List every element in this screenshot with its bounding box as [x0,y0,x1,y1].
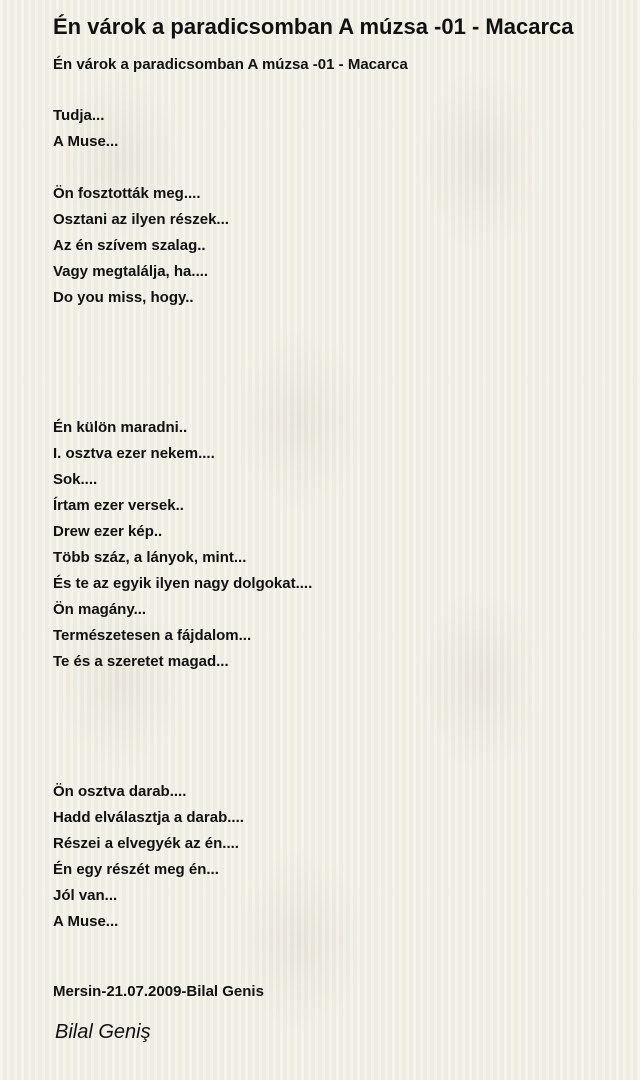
poem-line: Hadd elválasztja a darab.... [53,809,244,826]
poem-line: Sok.... [53,471,98,488]
poem-stanza-2 [53,181,623,311]
poem-stanza-4 [53,779,623,935]
poem-line: I. osztva ezer nekem.... [53,445,215,462]
poem-line: Jól van... [53,887,118,904]
poem-line: Do you miss, hogy.. [53,289,194,306]
stanza-gap [53,311,623,415]
poem-dateline: Mersin-21.07.2009-Bilal Genis [53,983,264,1000]
poem-line: Az én szívem szalag.. [53,237,206,254]
poem-subtitle: Én várok a paradicsomban A múzsa -01 - Macarca [53,56,408,73]
poem-line: Vagy megtalálja, ha.... [53,263,209,280]
stanza-gap [53,155,623,181]
poem-stanza-1 [53,103,623,155]
poem-line: Én egy részét meg én... [53,861,219,878]
poem-line: Részei a elvegyék az én.... [53,835,239,852]
poem-line: Ön fosztották meg.... [53,185,201,202]
poem-body [53,103,623,935]
poem-line: Te és a szeretet magad... [53,653,229,670]
poem-line: Több száz, a lányok, mint... [53,549,247,566]
poem-line: Tudja... [53,107,105,124]
stanza-gap [53,675,623,779]
poem-line: Én külön maradni.. [53,419,188,436]
poem-line: Drew ezer kép.. [53,523,163,540]
poem-line: Természetesen a fájdalom... [53,627,252,644]
poem-line: A Muse... [53,133,119,150]
poem-line: Ön osztva darab.... [53,783,187,800]
poem-line: Írtam ezer versek.. [53,497,184,514]
poem-stanza-3 [53,415,623,675]
poem-line: Ön magány... [53,601,147,618]
poem-line: A Muse... [53,913,119,930]
poem-line: És te az egyik ilyen nagy dolgokat.... [53,575,313,592]
page-title: Én várok a paradicsomban A múzsa -01 - Macarca [53,14,574,39]
poem-line: Osztani az ilyen részek... [53,211,229,228]
author-name: Bilal Geniş [55,1021,151,1043]
